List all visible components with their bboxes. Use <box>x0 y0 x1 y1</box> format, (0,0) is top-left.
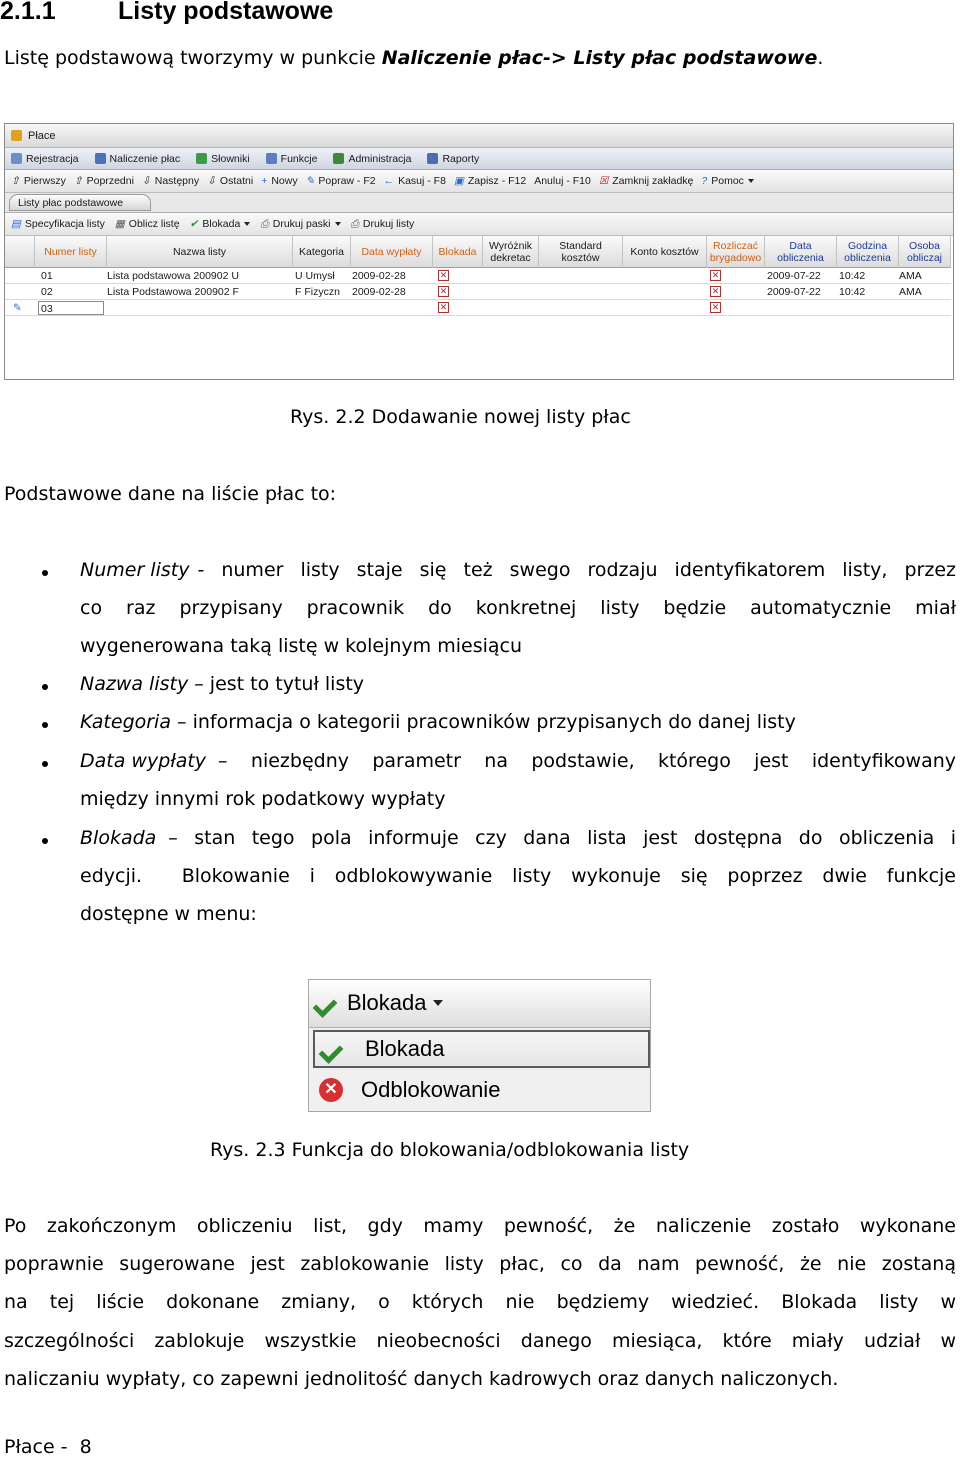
table-row[interactable] <box>5 268 951 284</box>
paragraph-line: poprawnie sugerowane jest zablokowanie listy płac, co da nam pewność, że nie zostaną <box>4 1253 956 1275</box>
cell-data: 2009-02-28 <box>352 270 406 282</box>
cell-numer: 02 <box>41 286 53 298</box>
lock-checkbox-icon[interactable]: ✕ <box>439 302 448 312</box>
menu-path: Naliczenie płac-> Listy płac podstawowe <box>381 47 818 69</box>
tab-listy-plac[interactable]: Listy płac podstawowe <box>9 194 151 211</box>
cell-nazwa: Lista Podstawowa 200902 F <box>107 286 239 298</box>
header-indicator <box>5 236 35 268</box>
previous-button[interactable]: ⇧ Poprzedni <box>73 175 134 187</box>
next-icon: ⇩ <box>141 175 151 187</box>
specification-button[interactable]: ▤ Specyfikacja listy <box>11 218 105 230</box>
print-slips-button[interactable]: ⎙ Drukuj paski <box>260 218 340 231</box>
header-osoba[interactable]: Osoba obliczaj <box>899 236 951 268</box>
bullet-term: Data wypłaty <box>80 750 207 772</box>
brigade-checkbox-icon[interactable]: ✕ <box>711 270 720 280</box>
menu-item-lock[interactable] <box>313 1030 650 1068</box>
reports-icon <box>427 153 438 164</box>
header-rozliczac[interactable]: Rozliczać brygadowo <box>707 236 765 268</box>
tab-bar <box>5 193 953 213</box>
numer-input[interactable]: 03 <box>38 301 104 315</box>
last-button[interactable]: ⇩ Ostatni <box>207 175 254 187</box>
last-icon: ⇩ <box>207 175 216 187</box>
header-data-wyplaty[interactable]: Data wypłaty <box>351 236 433 268</box>
window-title: Płace <box>28 129 56 142</box>
printer-icon: ⎙ <box>260 217 269 230</box>
edit-row-icon: ✎ <box>13 302 22 314</box>
table-row-new[interactable] <box>5 300 951 316</box>
list-toolbar <box>5 213 953 236</box>
page-footer: Płace - 8 <box>4 1436 92 1458</box>
main-menu <box>5 148 953 170</box>
cell-osoba: AMA <box>899 270 922 282</box>
figure-caption: Rys. 2.2 Dodawanie nowej listy płac <box>290 406 631 428</box>
new-icon: + <box>261 175 268 187</box>
bullet-term: Numer listy <box>80 559 190 581</box>
bullet-dot <box>42 570 48 576</box>
cell-kategoria: U Umysł <box>295 270 335 282</box>
printer-icon: ⎙ <box>350 217 359 230</box>
cell-data-obliczenia: 2009-07-22 <box>767 286 821 298</box>
specification-icon: ▤ <box>11 218 21 230</box>
register-icon <box>11 153 22 164</box>
bullet-text: edycji. Blokowanie i odblokowywanie listy wykonuje się poprzez dwie funkcje <box>80 865 956 887</box>
bullet-term: Blokada <box>80 827 157 849</box>
bullet-text: co raz przypisany pracownik do konkretnej listy będzie automatycznie miał <box>80 597 956 619</box>
header-wyroznik[interactable]: Wyróżnik dekretac <box>483 236 539 268</box>
bullet-line <box>80 673 956 695</box>
intro-text: Listę podstawową tworzymy w punkcie <box>4 47 382 69</box>
check-icon: ✔ <box>189 218 199 230</box>
edit-button[interactable]: ✎ Popraw - F2 <box>305 175 376 187</box>
brigade-checkbox-icon[interactable]: ✕ <box>711 286 720 296</box>
menu-naliczenie[interactable]: Naliczenie płac <box>95 153 181 165</box>
bullet-text: dostępne w menu: <box>80 903 257 925</box>
paragraph-line: szczególności zablokuje wszystkie nieobecności danego miesiąca, które miały udział w <box>4 1330 956 1352</box>
lock-toolbar <box>309 980 650 1028</box>
lock-checkbox-icon[interactable]: ✕ <box>439 270 448 280</box>
close-tab-button[interactable]: ☒ Zamknij zakładkę <box>598 175 694 187</box>
chevron-down-icon <box>335 222 341 226</box>
chevron-down-icon <box>244 222 250 226</box>
delete-button[interactable]: ← Kasuj - F8 <box>383 175 446 187</box>
save-button[interactable]: ▣ Zapisz - F12 <box>453 175 527 187</box>
bullet-text: między innymi rok podatkowy wypłaty <box>80 788 446 810</box>
next-button[interactable]: ⇩ Następny <box>141 175 200 187</box>
header-konto[interactable]: Konto kosztów <box>623 236 707 268</box>
bullet-dot <box>42 684 48 690</box>
bullet-dot <box>42 761 48 767</box>
previous-icon: ⇧ <box>73 175 83 187</box>
check-icon <box>321 1041 347 1057</box>
chevron-down-icon <box>748 179 754 183</box>
calculate-button[interactable]: ▦ Oblicz listę <box>114 218 180 230</box>
calculate-icon: ▦ <box>114 218 125 230</box>
edit-icon: ✎ <box>305 175 315 187</box>
first-icon: ⇧ <box>11 175 20 187</box>
header-numer[interactable]: Numer listy <box>35 236 107 268</box>
bullet-text: – niezbędny parametr na podstawie, którego jest identyfikowany <box>218 750 956 772</box>
header-data-obliczenia[interactable]: Data obliczenia <box>765 236 837 268</box>
functions-icon <box>266 153 277 164</box>
calc-icon <box>95 153 106 164</box>
cell-kategoria: F Fizyczn <box>295 286 340 298</box>
cell-osoba: AMA <box>899 286 922 298</box>
paragraph-line: na tej liście dokonane zmiany, o których nie będziemy wiedzieć. Blokada listy w <box>4 1291 956 1313</box>
lock-button[interactable]: ✔ Blokada <box>190 218 251 230</box>
cell-numer: 01 <box>41 270 53 282</box>
lock-menu-screenshot <box>308 979 651 1112</box>
lock-checkbox-icon[interactable]: ✕ <box>439 286 448 296</box>
payroll-window-screenshot <box>4 123 954 380</box>
menu-item-label: Blokada <box>365 1036 445 1061</box>
app-icon <box>11 130 22 141</box>
section-heading <box>0 0 333 26</box>
header-godzina[interactable]: Godzina obliczenia <box>837 236 899 268</box>
menu-funkcje[interactable]: Funkcje <box>266 153 318 165</box>
paragraph-line: naliczaniu wypłaty, co zapewni jednolitość danych kadrowych oraz danych naliczonych. <box>4 1368 839 1390</box>
bullet-term: Nazwa listy <box>80 673 189 695</box>
lists-grid <box>5 236 953 356</box>
cell-godzina: 10:42 <box>839 270 866 282</box>
bullet-line <box>80 559 956 581</box>
bullet-dot <box>42 722 48 728</box>
bullet-term: Kategoria <box>80 711 171 733</box>
figure-caption: Rys. 2.3 Funkcja do blokowania/odblokowania listy <box>210 1139 690 1161</box>
bullet-text: - numer listy staje się też swego rodzaju identyfikatorem listy, przez <box>197 559 956 581</box>
bullet-line <box>80 750 956 772</box>
menu-item-unlock[interactable] <box>313 1071 650 1109</box>
bullet-text: – jest to tytuł listy <box>194 673 365 695</box>
cell-data-obliczenia: 2009-07-22 <box>767 270 821 282</box>
menu-raporty[interactable]: Raporty <box>427 153 479 165</box>
new-button[interactable]: + Nowy <box>261 175 298 187</box>
help-icon: ? <box>701 175 708 187</box>
header-blokada[interactable]: Blokada <box>433 236 483 268</box>
menu-administracja[interactable]: Administracja <box>333 153 411 165</box>
bullet-text: – stan tego pola informuje czy dana lista jest dostępna do obliczenia i <box>168 827 956 849</box>
chevron-down-icon <box>433 1000 443 1006</box>
paragraph-line: Po zakończonym obliczeniu list, gdy mamy pewność, że naliczenie zostało wykonane <box>4 1215 956 1237</box>
first-button[interactable]: ⇧ Pierwszy <box>11 175 66 187</box>
lock-button-label: Blokada <box>347 990 427 1015</box>
admin-icon <box>333 153 344 164</box>
intro-paragraph <box>4 47 823 69</box>
bullet-dot <box>42 838 48 844</box>
dictionary-icon <box>196 153 207 164</box>
header-nazwa[interactable]: Nazwa listy <box>107 236 293 268</box>
cancel-button[interactable]: Anuluj - F10 <box>534 175 591 187</box>
close-icon: ☒ <box>598 175 609 187</box>
menu-item-label: Odblokowanie <box>361 1077 501 1102</box>
brigade-checkbox-icon[interactable]: ✕ <box>711 302 720 312</box>
header-kategoria[interactable]: Kategoria <box>293 236 351 268</box>
lock-dropdown-button[interactable] <box>315 990 443 1016</box>
bullet-line <box>80 711 956 733</box>
cell-godzina: 10:42 <box>839 286 866 298</box>
cell-nazwa: Lista podstawowa 200902 U <box>107 270 239 282</box>
table-row[interactable] <box>5 284 951 300</box>
check-icon <box>315 995 341 1011</box>
header-standard[interactable]: Standard kosztów <box>539 236 623 268</box>
bullet-line <box>80 827 956 849</box>
subheading: Podstawowe dane na liście płac to: <box>4 483 337 505</box>
bullet-text: wygenerowana taką listę w kolejnym miesiącu <box>80 635 523 657</box>
bullet-text: – informacja o kategorii pracowników przypisanych do danej listy <box>177 711 796 733</box>
delete-icon: ← <box>383 175 395 187</box>
section-title: Listy podstawowe <box>118 0 334 25</box>
help-button[interactable]: ? Pomoc <box>701 175 754 187</box>
print-lists-button[interactable]: ⎙ Drukuj listy <box>350 217 415 230</box>
menu-rejestracja[interactable]: Rejestracja <box>11 153 79 165</box>
navigation-toolbar <box>5 170 953 193</box>
intro-end: . <box>817 47 824 69</box>
grid-header <box>5 236 951 268</box>
cell-data: 2009-02-28 <box>352 286 406 298</box>
menu-slowniki[interactable]: Słowniki <box>196 153 250 165</box>
unlock-icon: ✕ <box>319 1078 343 1102</box>
window-titlebar <box>5 124 953 148</box>
section-number: 2.1.1 <box>0 0 56 25</box>
save-icon: ▣ <box>453 175 464 187</box>
